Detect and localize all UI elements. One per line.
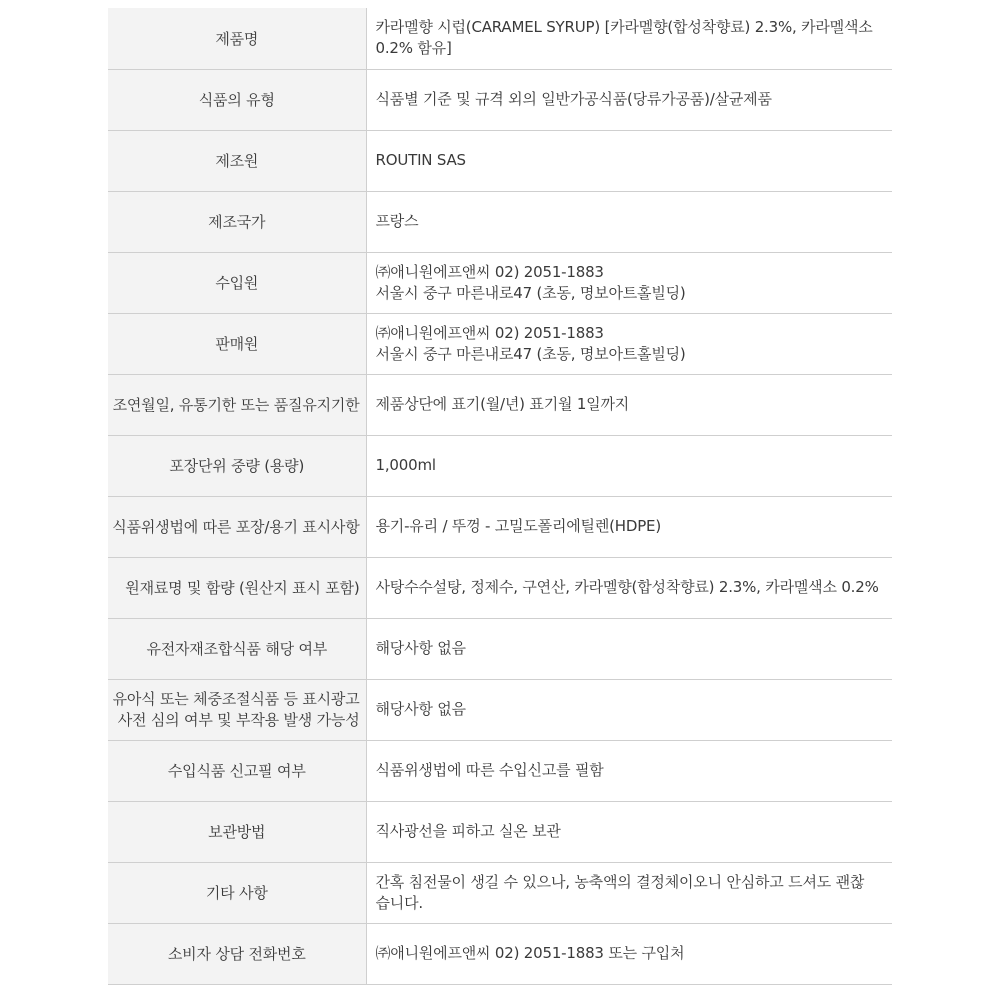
row-value-line: 0.2% 함유]: [375, 39, 452, 58]
table-row: [108, 618, 892, 679]
table-row: [108, 496, 892, 557]
row-label: [108, 862, 366, 923]
product-info-sheet: [108, 8, 892, 992]
row-value: [366, 130, 892, 191]
row-value-line: ㈜애니원에프앤씨 02) 2051-1883 또는 구입처: [375, 944, 685, 962]
row-label: [108, 801, 366, 862]
row-value: [366, 557, 892, 618]
row-label: [108, 618, 366, 679]
row-label: [108, 923, 366, 984]
row-label: [108, 191, 366, 252]
row-label: [108, 740, 366, 801]
table-row: [108, 374, 892, 435]
row-value-line: 프랑스: [375, 212, 419, 230]
row-value-line: 1,000ml: [375, 456, 436, 474]
row-label-text: 기타 사항: [205, 884, 268, 902]
row-label-text: 유전자재조합식품 해당 여부: [146, 640, 328, 658]
row-label: [108, 69, 366, 130]
row-label: [108, 557, 366, 618]
row-label-text: 소비자 상담 전화번호: [167, 945, 306, 963]
row-value: [366, 496, 892, 557]
row-value: [366, 374, 892, 435]
row-value-line: 제품상단에 표기(월/년) 표기월 1일까지: [375, 395, 630, 413]
row-label: [108, 435, 366, 496]
row-label-text: 포장단위 중량 (용량): [169, 457, 305, 475]
row-value: [366, 862, 892, 923]
table-row: [108, 740, 892, 801]
row-value-line: 습니다.: [375, 893, 423, 912]
row-label-text: 유아식 또는 체중조절식품 등 표시광고: [112, 689, 360, 708]
row-value: [366, 252, 892, 313]
row-label-text: 제조국가: [208, 213, 266, 231]
row-value-line: 식품별 기준 및 규격 외의 일반가공식품(당류가공품)/살균제품: [375, 90, 772, 108]
row-label-text: 원재료명 및 함량 (원산지 표시 포함): [125, 579, 360, 597]
row-label: [108, 374, 366, 435]
row-label: [108, 252, 366, 313]
table-row: [108, 69, 892, 130]
row-value-line: ROUTIN SAS: [375, 151, 466, 169]
row-value-line: 해당사항 없음: [375, 639, 466, 657]
row-label: [108, 679, 366, 740]
row-label: [108, 313, 366, 374]
table-row: [108, 923, 892, 984]
row-label: [108, 8, 366, 69]
table-row: [108, 679, 892, 740]
row-value-line: 직사광선을 피하고 실온 보관: [375, 822, 561, 840]
row-label-text: 식품위생법에 따른 포장/용기 표시사항: [112, 518, 360, 536]
row-value-line: 식품위생법에 따른 수입신고를 필함: [375, 761, 604, 779]
row-label-text: 식품의 유형: [198, 91, 275, 109]
row-label: [108, 496, 366, 557]
table-row: [108, 557, 892, 618]
row-value: [366, 740, 892, 801]
row-label-text: 사전 심의 여부 및 부작용 발생 가능성: [117, 710, 360, 729]
row-value: [366, 618, 892, 679]
table-row: [108, 252, 892, 313]
row-label-text: 보관방법: [208, 823, 266, 841]
row-value-line: 카라멜향 시럽(CARAMEL SYRUP) [카라멜향(합성착향료) 2.3%, 카라멜색소: [375, 18, 873, 37]
row-value: [366, 801, 892, 862]
table-row: [108, 8, 892, 69]
row-value: [366, 679, 892, 740]
row-value-line: 서울시 중구 마른내로47 (초동, 명보아트홀빌딩): [375, 344, 686, 363]
row-value: [366, 191, 892, 252]
table-row: [108, 313, 892, 374]
product-info-table: [108, 8, 892, 985]
row-label-text: 조연월일, 유통기한 또는 품질유지기한: [112, 396, 360, 414]
table-row: [108, 191, 892, 252]
row-value: [366, 69, 892, 130]
table-row: [108, 130, 892, 191]
row-value-line: 사탕수수설탕, 정제수, 구연산, 카라멜향(합성착향료) 2.3%, 카라멜색소 0.2%: [375, 578, 879, 596]
row-value: [366, 313, 892, 374]
row-label-text: 수입원: [215, 274, 259, 292]
row-label: [108, 130, 366, 191]
row-value: [366, 435, 892, 496]
row-label-text: 제조원: [215, 152, 259, 170]
table-row: [108, 801, 892, 862]
table-row: [108, 862, 892, 923]
row-value-line: 간혹 침전물이 생길 수 있으나, 농축액의 결정체이오니 안심하고 드셔도 괜찮: [375, 872, 865, 891]
row-value-line: 해당사항 없음: [375, 700, 466, 718]
row-value-line: 서울시 중구 마른내로47 (초동, 명보아트홀빌딩): [375, 283, 686, 302]
row-label-text: 제품명: [215, 29, 259, 48]
row-value: [366, 923, 892, 984]
row-value-line: ㈜애니원에프앤씨 02) 2051-1883: [375, 262, 604, 281]
table-row: [108, 435, 892, 496]
row-label-text: 수입식품 신고필 여부: [167, 762, 306, 780]
row-label-text: 판매원: [215, 335, 259, 353]
row-value: [366, 8, 892, 69]
row-value-line: 용기-유리 / 뚜껑 - 고밀도폴리에틸렌(HDPE): [375, 517, 661, 535]
row-value-line: ㈜애니원에프앤씨 02) 2051-1883: [375, 323, 604, 342]
